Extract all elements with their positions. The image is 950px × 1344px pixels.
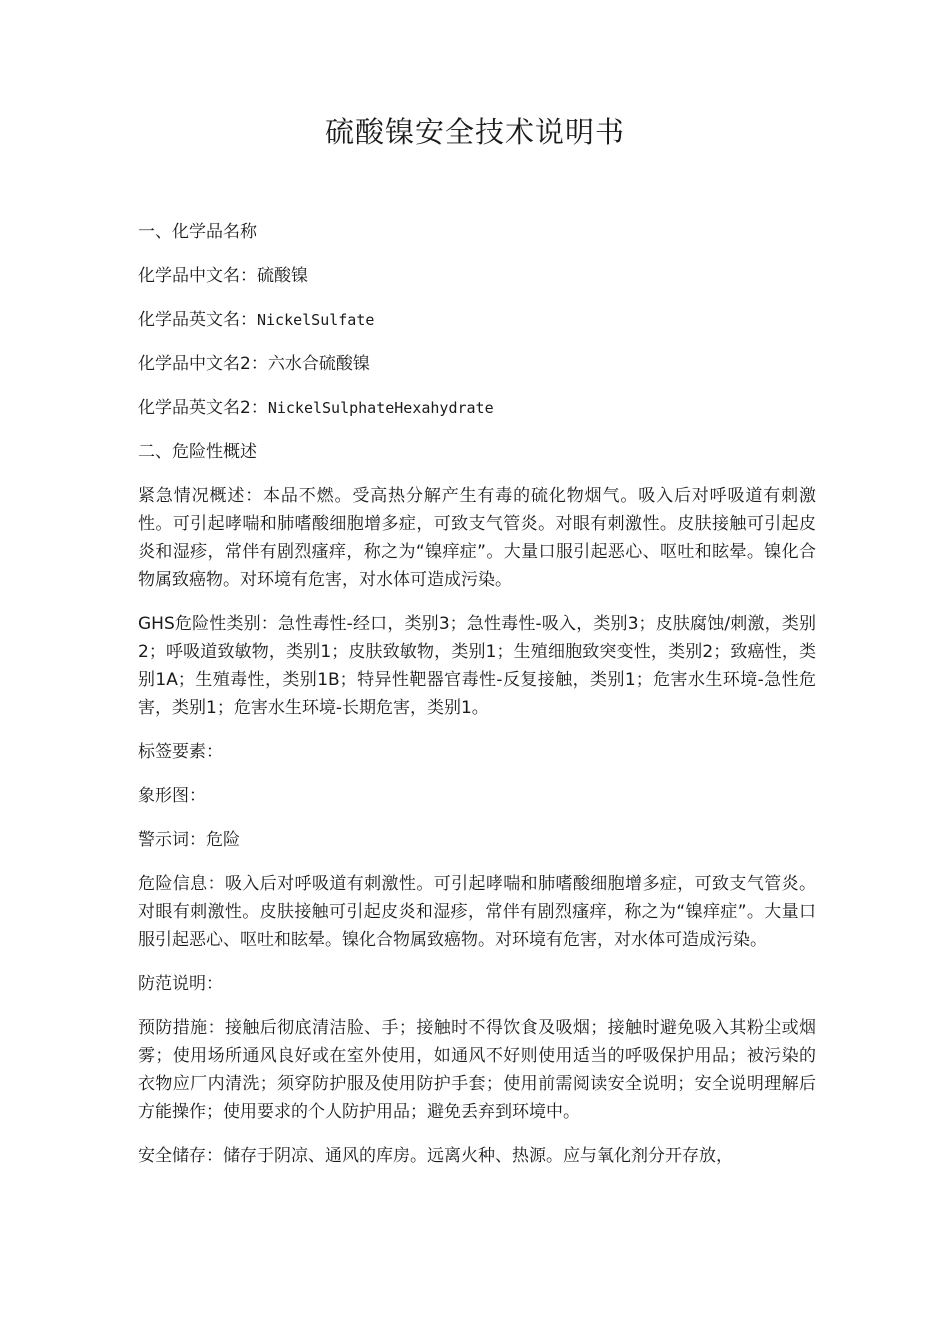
chinese-name-2-value: 六水合硫酸镍 — [267, 354, 370, 374]
document-body — [138, 218, 816, 1186]
hazard-information-paragraph: 危险信息：吸入后对呼吸道有刺激性。可引起哮喘和肺嗜酸细胞增多症，可致支气管炎。对眼有刺激性。皮肤接触可引起皮炎和湿疹，常伴有剧烈瘙痒，称之为“镍痒症”。大量口服引起恶心、呕吐和眩晕。镍化合物属致癌物。对环境有危害，对水体可造成污染。 — [138, 874, 816, 950]
chinese-name-line — [138, 262, 816, 290]
english-name-2-line — [138, 394, 816, 422]
signal-word-line: 警示词：危险 — [138, 830, 240, 850]
chinese-name-2-line — [138, 350, 816, 378]
english-name-2-value: NickelSulphateHexahydrate — [267, 399, 494, 417]
section-heading-chemical-name: 一、化学品名称 — [138, 222, 257, 242]
section-heading-hazard-overview: 二、危险性概述 — [138, 442, 257, 462]
document-title: 硫酸镍安全技术说明书 — [324, 115, 625, 149]
prevention-paragraph: 预防措施：接触后彻底清洁脸、手；接触时不得饮食及吸烟；接触时避免吸入其粉尘或烟雾；使用场所通风良好或在室外使用，如通风不好则使用适当的呼吸保护用品；被污染的衣物应厂内清洗；须穿防护服及使用防护手套；使用前需阅读安全说明；安全说明理解后方能操作；使用要求的个人防护用品；避免丢弃到环境中。 — [138, 1018, 816, 1122]
english-name-line — [138, 306, 816, 334]
ghs-classification-paragraph: GHS危险性类别：急性毒性-经口，类别3；急性毒性-吸入，类别3；皮肤腐蚀/刺激，类别2；呼吸道致敏物，类别1；皮肤致敏物，类别1；生殖细胞致突变性，类别2；致癌性，类别1A；生殖毒性，类别1B；特异性靶器官毒性-反复接触，类别1；危害水生环境-急性危害，类别1；危害水生环境-长期危害，类别1。 — [138, 614, 816, 718]
chinese-name-2-label: 化学品中文名2： — [138, 354, 268, 374]
storage-paragraph: 安全储存：储存于阴凉、通风的库房。远离火种、热源。应与氧化剂分开存放， — [138, 1146, 733, 1166]
english-name-label: 化学品英文名： — [138, 310, 257, 330]
label-elements-line: 标签要素： — [138, 742, 223, 762]
pictogram-line: 象形图： — [138, 786, 206, 806]
precaution-heading-line: 防范说明： — [138, 974, 223, 994]
chinese-name-value: 硫酸镍 — [257, 266, 308, 286]
english-name-2-label: 化学品英文名2： — [138, 398, 268, 418]
english-name-value: NickelSulfate — [257, 311, 375, 329]
chinese-name-label: 化学品中文名： — [138, 266, 257, 286]
emergency-overview-paragraph: 紧急情况概述：本品不燃。受高热分解产生有毒的硫化物烟气。吸入后对呼吸道有刺激性。可引起哮喘和肺嗜酸细胞增多症，可致支气管炎。对眼有刺激性。皮肤接触可引起皮炎和湿疹，常伴有剧烈瘙痒，称之为“镍痒症”。大量口服引起恶心、呕吐和眩晕。镍化合物属致癌物。对环境有危害，对水体可造成污染。 — [138, 486, 816, 590]
